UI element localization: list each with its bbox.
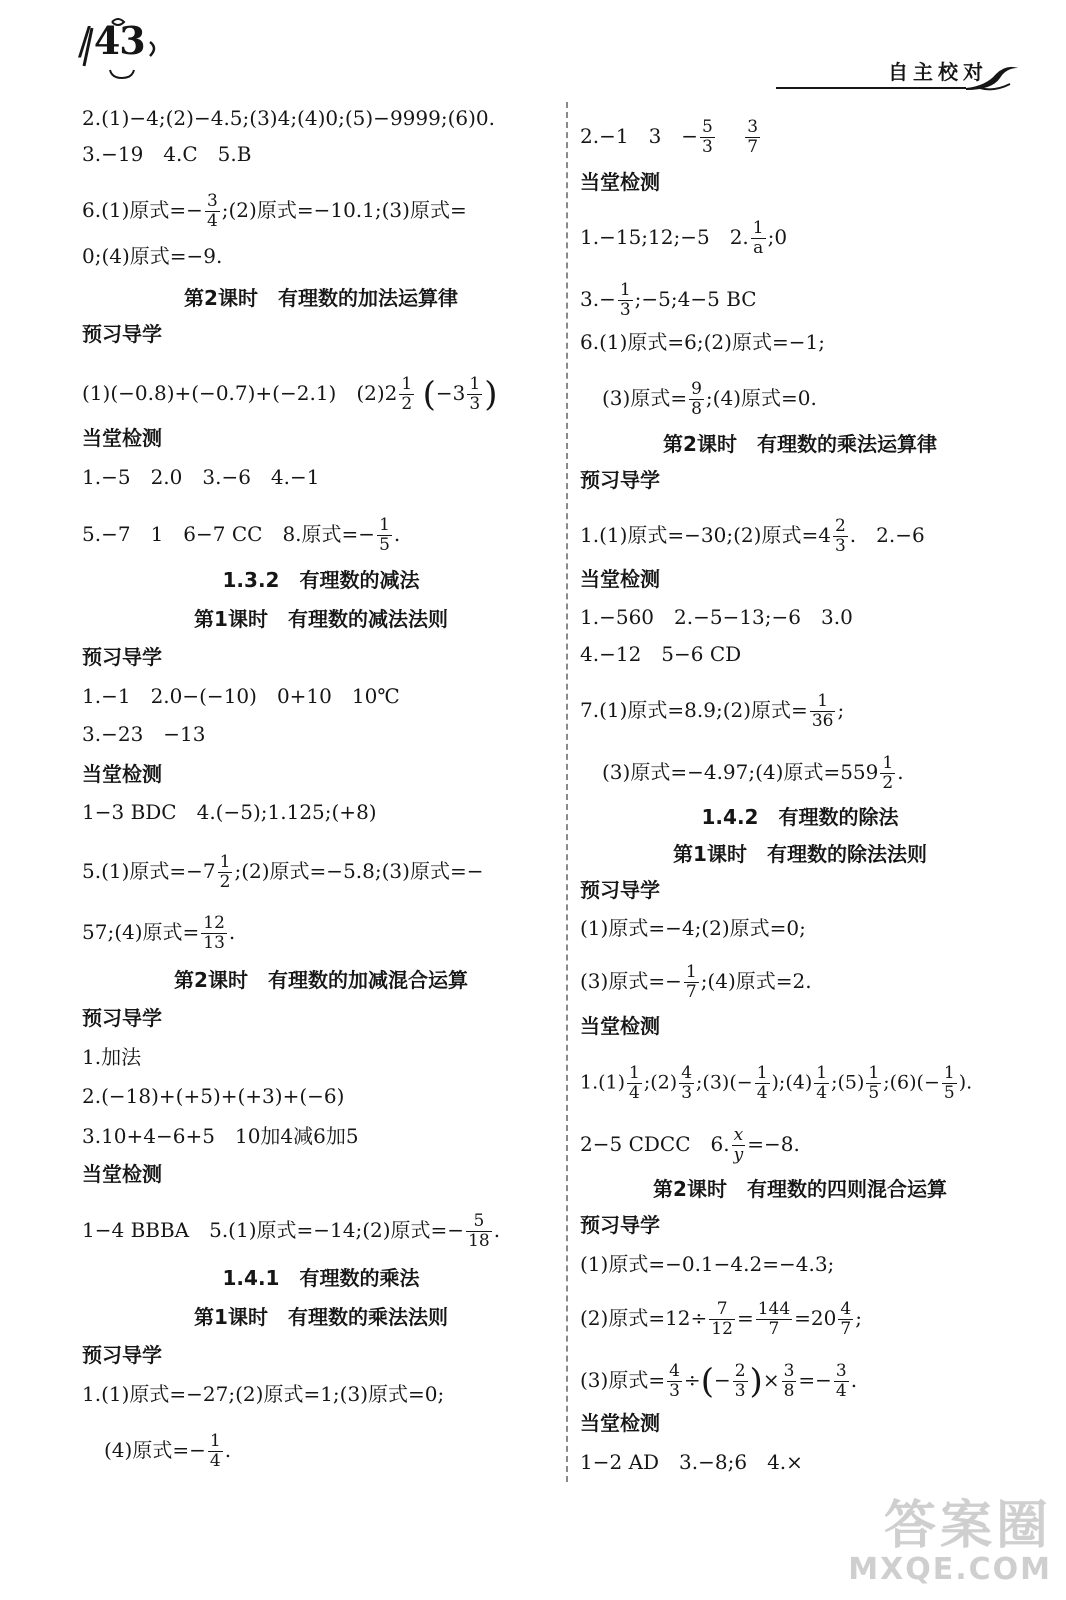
fraction: $\frac{1}{5}$ [943, 1063, 955, 1103]
answer-line: (4)原式=− $\frac{1}{4}$ . [104, 1431, 232, 1471]
answer-line: (3)原式= $\frac{9}{8}$ ;(4)原式=0. [602, 379, 817, 419]
answer-line: 1−2 AD 3.−8;6 4.× [580, 1450, 803, 1474]
answer-line: 2.(1)−4;(2)−4.5;(3)4;(4)0;(5)−9999;(6)0. [82, 106, 495, 130]
fraction: $\frac{12}{13}$ [203, 913, 225, 953]
answer-line: 6.(1)原式=− $\frac{3}{4}$ ;(2)原式=−10.1;(3)原式= [82, 191, 467, 231]
fraction: $\frac{1}{2}$ [882, 753, 894, 793]
section-label: 当堂检测 [82, 1162, 162, 1186]
section-heading: 1.4.2 有理数的除法 [701, 805, 899, 829]
answer-line: 3.− $\frac{1}{3}$ ;−5;4−5 BC [580, 280, 757, 320]
lesson-heading: 第2课时 有理数的四则混合运算 [653, 1177, 947, 1201]
fraction: $\frac{1}{4}$ [816, 1063, 828, 1103]
answer-line: (3)原式=− $\frac{1}{7}$ ;(4)原式=2. [580, 962, 812, 1002]
header-title: 自主校对 [888, 60, 988, 84]
column-divider [566, 102, 568, 1482]
section-label: 预习导学 [580, 1213, 660, 1237]
fraction: $\frac{3}{7}$ [747, 117, 759, 157]
fraction: $\frac{x}{y}$ [733, 1125, 744, 1165]
section-heading: 1.3.2 有理数的减法 [222, 568, 420, 592]
answer-line: 4.−12 5−6 CD [580, 642, 742, 666]
answer-line: 6.(1)原式=6;(2)原式=−1; [580, 330, 825, 354]
fraction: $\frac{5}{3}$ [702, 117, 713, 157]
answer-line: 1.−560 2.−5−13;−6 3.0 [580, 605, 853, 629]
fraction: $\frac{1}{4}$ [629, 1063, 640, 1103]
answer-line: (1)原式=−4;(2)原式=0; [580, 916, 806, 940]
answer-line: 2.(−18)+(+5)+(+3)+(−6) [82, 1084, 345, 1108]
fraction: $\frac{5}{18}$ [468, 1211, 490, 1251]
fraction: $\frac{3}{4}$ [835, 1361, 847, 1401]
fraction: $\frac{3}{8}$ [783, 1361, 795, 1401]
section-label: 预习导学 [580, 878, 660, 902]
answer-line: 1.−5 2.0 3.−6 4.−1 [82, 465, 320, 489]
fraction: $\frac{2}{3}$ [734, 1361, 746, 1401]
answer-line: (3)原式= $\frac{4}{3}$ ÷(− $\frac{2}{3}$ )× $\frac{3}{8}$ =− $\frac{3}{4}$ . [580, 1361, 858, 1402]
section-label: 当堂检测 [580, 1014, 660, 1038]
answer-line: 1−3 BDC 4.(−5);1.125;(+8) [82, 800, 377, 824]
answer-line: 57;(4)原式= $\frac{12}{13}$ . [82, 913, 236, 953]
section-label: 预习导学 [82, 1006, 162, 1030]
fraction: $\frac{1}{7}$ [685, 962, 697, 1002]
answer-line: (3)原式=−4.97;(4)原式=559 $\frac{1}{2}$ . [602, 753, 904, 793]
watermark-text: 答案圈 [883, 1496, 1052, 1556]
answer-line: 3.10+4−6+5 10加4减6加5 [82, 1124, 359, 1148]
section-label: 当堂检测 [580, 1411, 660, 1435]
lesson-heading: 第2课时 有理数的加法运算律 [184, 286, 458, 310]
fraction: $\frac{1}{2}$ [401, 374, 413, 414]
fraction: $\frac{1}{2}$ [219, 852, 231, 892]
lesson-heading: 第1课时 有理数的乘法法则 [194, 1305, 448, 1329]
fraction: $\frac{7}{12}$ [711, 1299, 733, 1339]
answer-line: 2−5 CDCC 6. $\frac{x}{y}$ =−8. [580, 1125, 800, 1165]
fraction: $\frac{1}{5}$ [379, 515, 390, 555]
fraction: $\frac{144}{7}$ [757, 1299, 791, 1339]
section-label: 当堂检测 [580, 567, 660, 591]
answer-line: 1.加法 [82, 1045, 142, 1069]
page-number: / 43 [78, 18, 145, 63]
section-label: 当堂检测 [580, 170, 660, 194]
watermark-logo [848, 1498, 1052, 1586]
answer-line: (2)原式=12÷ $\frac{7}{12}$ = $\frac{144}{7}$ =20 $\frac{4}{7}$ ; [580, 1299, 862, 1339]
section-label: 预习导学 [82, 1343, 162, 1367]
fraction: $\frac{4}{3}$ [669, 1361, 680, 1401]
answer-line: 5.(1)原式=−7 $\frac{1}{2}$ ;(2)原式=−5.8;(3)原式=− [82, 852, 484, 892]
section-heading: 1.4.1 有理数的乘法 [222, 1266, 420, 1290]
lesson-heading: 第2课时 有理数的加减混合运算 [174, 968, 468, 992]
fraction: $\frac{1}{36}$ [811, 691, 834, 731]
fraction: $\frac{9}{8}$ [691, 379, 702, 419]
section-label: 当堂检测 [82, 426, 162, 450]
watermark-url: MXQE.COM [848, 1552, 1052, 1587]
answer-line: 1.−15;12;−5 2. $\frac{1}{a}$ ;0 [580, 218, 788, 258]
fraction: $\frac{1}{3}$ [469, 374, 481, 414]
answer-line: 1.(1) $\frac{1}{4}$ ;(2) $\frac{4}{3}$ ;(3)(− $\frac{1}{4}$ );(4) $\frac{1}{4}$ ;(5) $\frac{1}{5}$ ;(6)(− $\frac{1}{5}$ ). [580, 1063, 973, 1103]
fraction: $\frac{1}{4}$ [209, 1431, 221, 1471]
answer-line: 1−4 BBBA 5.(1)原式=−14;(2)原式=− $\frac{5}{18}$ . [82, 1211, 501, 1251]
answer-line: (1)(−0.8)+(−0.7)+(−2.1) (2)2 $\frac{1}{2}$ (−3 $\frac{1}{3}$ ) [82, 374, 498, 415]
answer-line: 1.(1)原式=−30;(2)原式=4 $\frac{2}{3}$ . 2.−6 [580, 516, 925, 556]
answer-line: (1)原式=−0.1−4.2=−4.3; [580, 1252, 835, 1276]
section-label: 预习导学 [82, 645, 162, 669]
answer-line: 2.−1 3 − $\frac{5}{3}$ $\frac{3}{7}$ [580, 117, 759, 157]
answer-line: 1.(1)原式=−27;(2)原式=1;(3)原式=0; [82, 1382, 445, 1406]
fraction: $\frac{1}{a}$ [752, 218, 764, 258]
section-label: 预习导学 [580, 468, 660, 492]
section-label: 当堂检测 [82, 762, 162, 786]
lesson-heading: 第1课时 有理数的除法法则 [673, 842, 927, 866]
fraction: $\frac{4}{3}$ [681, 1063, 693, 1103]
fraction: $\frac{3}{4}$ [206, 191, 218, 231]
answer-line: 1.−1 2.0−(−10) 0+10 10℃ [82, 684, 400, 708]
answer-line: 3.−23 −13 [82, 722, 206, 746]
fraction: $\frac{1}{3}$ [619, 280, 631, 320]
fraction: $\frac{2}{3}$ [834, 516, 846, 556]
answer-line: 7.(1)原式=8.9;(2)原式= $\frac{1}{36}$ ; [580, 691, 845, 731]
fraction: $\frac{1}{4}$ [756, 1063, 768, 1103]
section-label: 预习导学 [82, 322, 162, 346]
lesson-heading: 第1课时 有理数的减法法则 [194, 607, 448, 631]
answer-line: 5.−7 1 6−7 CC 8.原式=− $\frac{1}{5}$ . [82, 515, 401, 555]
answer-line: 3.−19 4.C 5.B [82, 142, 252, 166]
fraction: $\frac{1}{5}$ [868, 1063, 880, 1103]
fraction: $\frac{4}{7}$ [840, 1299, 852, 1339]
lesson-heading: 第2课时 有理数的乘法运算律 [663, 432, 937, 456]
answer-line: 0;(4)原式=−9. [82, 244, 223, 268]
